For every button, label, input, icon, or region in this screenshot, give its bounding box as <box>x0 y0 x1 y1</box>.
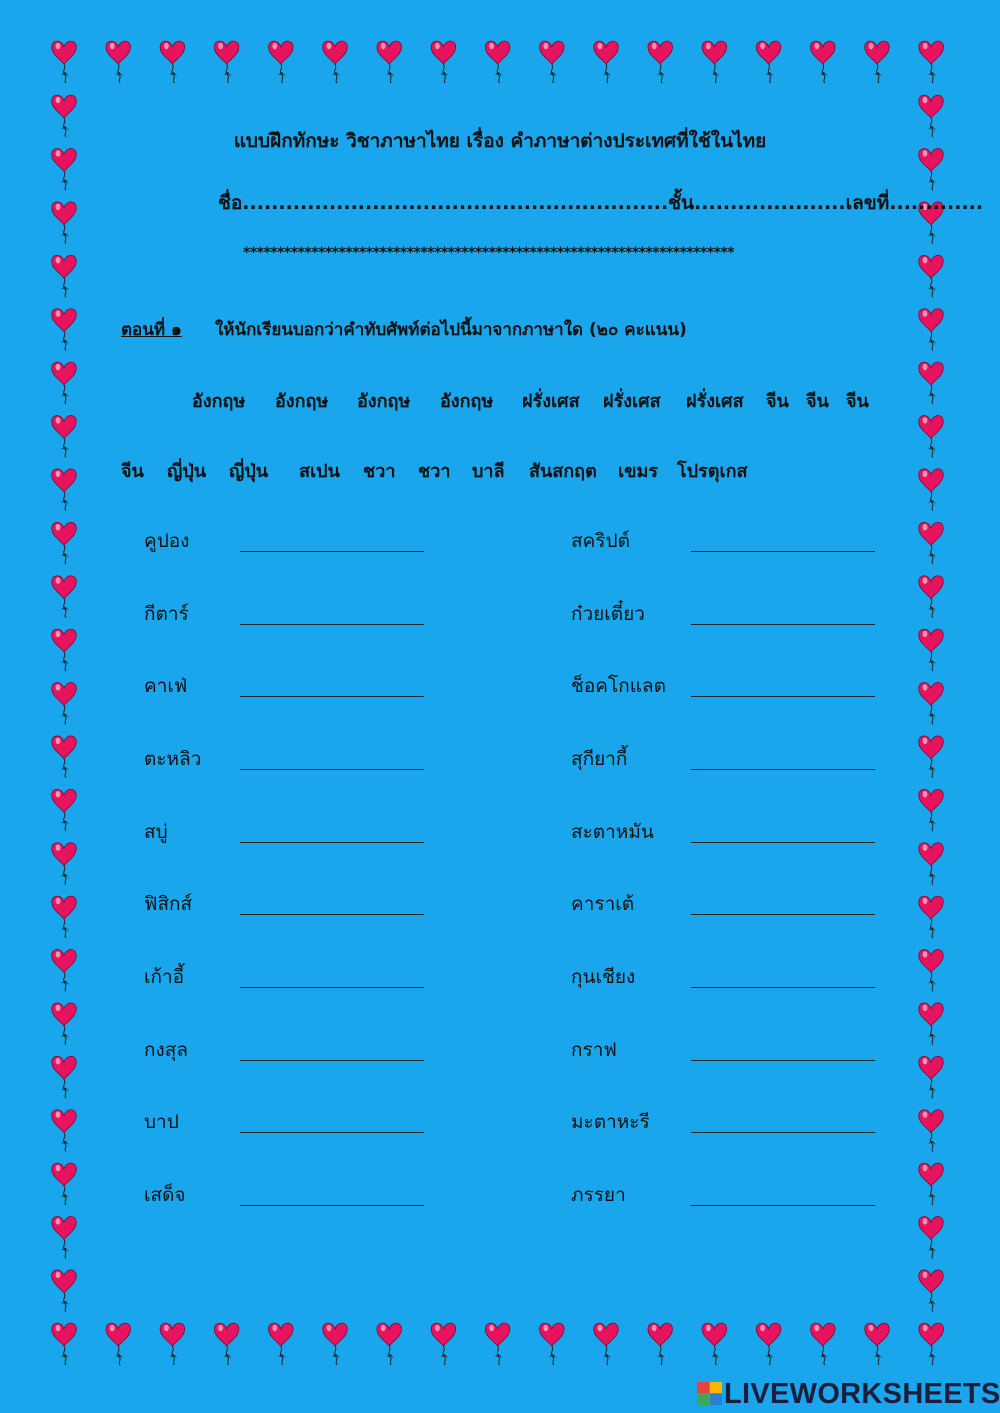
heart-balloon-icon <box>540 1323 564 1365</box>
heart-balloon-icon <box>919 416 943 458</box>
heart-balloon-icon <box>919 1056 943 1098</box>
logo-wordmark: LIVEWORKSHEETS <box>724 1378 1000 1410</box>
heart-balloon-icon <box>52 843 76 885</box>
vocab-word: สะตาหมัน <box>571 821 654 843</box>
vocab-word: กีตาร์ <box>144 603 189 625</box>
answer-input[interactable] <box>691 596 875 625</box>
answer-input[interactable] <box>240 741 424 770</box>
word-bank-item: บาลี <box>472 461 505 482</box>
answer-input[interactable] <box>691 1177 875 1206</box>
heart-balloon-icon <box>702 1323 726 1365</box>
heart-balloon-icon <box>52 255 76 297</box>
heart-balloon-icon <box>919 789 943 831</box>
word-bank-item: ฝรั่งเศส <box>603 391 661 412</box>
logo-blocks-icon <box>697 1382 723 1406</box>
heart-balloon-icon <box>648 1323 672 1365</box>
heart-balloon-icon <box>919 1110 943 1152</box>
heart-balloon-icon <box>919 896 943 938</box>
heart-balloon-icon <box>702 41 726 83</box>
heart-balloon-icon <box>485 41 509 83</box>
word-bank-item: อังกฤษ <box>357 391 411 412</box>
heart-balloon-icon <box>52 1217 76 1259</box>
word-bank-item: ฝรั่งเศส <box>522 391 580 412</box>
heart-balloon-icon <box>160 41 184 83</box>
heart-balloon-icon <box>52 629 76 671</box>
heart-balloon-icon <box>377 41 401 83</box>
heart-balloon-icon <box>865 41 889 83</box>
heart-balloon-icon <box>485 1323 509 1365</box>
word-bank-item: จีน <box>766 391 789 412</box>
word-bank-item: ญี่ปุ่น <box>229 461 269 482</box>
heart-balloon-icon <box>52 362 76 404</box>
vocab-word: สคริปต์ <box>571 530 630 552</box>
heart-balloon-icon <box>919 629 943 671</box>
answer-input[interactable] <box>240 814 424 843</box>
answer-input[interactable] <box>240 596 424 625</box>
heart-balloon-icon <box>919 1323 943 1365</box>
heart-balloon-icon <box>106 41 130 83</box>
word-bank-item: จีน <box>846 391 869 412</box>
heart-balloon-icon <box>756 41 780 83</box>
heart-balloon-icon <box>52 789 76 831</box>
heart-balloon-icon <box>52 1110 76 1152</box>
answer-input[interactable] <box>240 523 424 552</box>
answer-input[interactable] <box>691 1104 875 1133</box>
vocab-word: ช็อคโกแลต <box>571 675 666 697</box>
answer-input[interactable] <box>691 668 875 697</box>
vocab-word: ก๋วยเตี๋ยว <box>571 603 645 625</box>
word-bank-item: อังกฤษ <box>440 391 494 412</box>
heart-balloon-icon <box>52 896 76 938</box>
heart-balloon-icon <box>919 362 943 404</box>
heart-balloon-icon <box>269 41 293 83</box>
heart-balloon-icon <box>52 1323 76 1365</box>
heart-balloon-icon <box>919 736 943 778</box>
word-bank-item: ชวา <box>418 461 451 482</box>
word-bank-item: ฝรั่งเศส <box>686 391 744 412</box>
vocab-word: กราฟ <box>571 1039 617 1061</box>
heart-balloon-icon <box>811 41 835 83</box>
vocab-word: กงสุล <box>144 1039 189 1061</box>
word-bank-item: อังกฤษ <box>192 391 246 412</box>
heart-balloon-icon <box>323 1323 347 1365</box>
vocab-word: สบู่ <box>144 821 168 843</box>
heart-balloon-icon <box>52 309 76 351</box>
answer-input[interactable] <box>240 1104 424 1133</box>
heart-balloon-icon <box>648 41 672 83</box>
heart-balloon-icon <box>919 1163 943 1205</box>
heart-balloon-icon <box>52 950 76 992</box>
answer-input[interactable] <box>240 886 424 915</box>
vocab-word: ตะหลิว <box>144 748 202 770</box>
heart-balloon-icon <box>919 843 943 885</box>
answer-input[interactable] <box>691 959 875 988</box>
vocab-word: เสด็จ <box>144 1184 186 1206</box>
heart-balloon-icon <box>431 41 455 83</box>
heart-balloon-icon <box>540 41 564 83</box>
vocab-word: คูปอง <box>144 530 190 552</box>
heart-balloon-icon <box>214 1323 238 1365</box>
word-bank-item: อังกฤษ <box>275 391 329 412</box>
heart-balloon-icon <box>52 1163 76 1205</box>
heart-balloon-icon <box>919 41 943 83</box>
heart-balloon-icon <box>919 469 943 511</box>
heart-balloon-icon <box>377 1323 401 1365</box>
vocab-word: เก้าอี้ <box>144 966 185 988</box>
heart-balloon-icon <box>52 1270 76 1312</box>
heart-balloon-icon <box>811 1323 835 1365</box>
answer-input[interactable] <box>691 1032 875 1061</box>
heart-balloon-icon <box>919 950 943 992</box>
heart-balloon-icon <box>52 469 76 511</box>
heart-balloon-icon <box>52 683 76 725</box>
heart-balloon-icon <box>919 576 943 618</box>
vocab-word: คาเฟ่ <box>144 675 188 697</box>
heart-balloon-icon <box>269 1323 293 1365</box>
answer-input[interactable] <box>240 1032 424 1061</box>
answer-input[interactable] <box>240 1177 424 1206</box>
answer-input[interactable] <box>691 741 875 770</box>
heart-balloon-icon <box>52 202 76 244</box>
vocab-word: ภรรยา <box>571 1184 626 1206</box>
word-bank-item: ญี่ปุ่น <box>167 461 207 482</box>
heart-balloon-icon <box>160 1323 184 1365</box>
part-1-instruction: ให้นักเรียนบอกว่าคำทับศัพท์ต่อไปนี้มาจากภาษาใด (๒๐ คะแนน) <box>215 320 687 340</box>
heart-balloon-icon <box>594 41 618 83</box>
answer-input[interactable] <box>691 814 875 843</box>
word-bank-item: เขมร <box>618 461 658 482</box>
heart-balloon-icon <box>919 522 943 564</box>
heart-balloon-icon <box>594 1323 618 1365</box>
heart-balloon-icon <box>919 1270 943 1312</box>
word-bank-item: จีน <box>806 391 829 412</box>
word-bank-item: สันสกฤต <box>529 461 597 482</box>
answer-input[interactable] <box>691 523 875 552</box>
vocab-word: ฟิสิกส์ <box>144 893 193 915</box>
heart-balloon-icon <box>865 1323 889 1365</box>
heart-balloon-icon <box>919 255 943 297</box>
heart-balloon-icon <box>323 41 347 83</box>
heart-balloon-icon <box>52 41 76 83</box>
heart-balloon-icon <box>919 1217 943 1259</box>
heart-balloon-icon <box>919 309 943 351</box>
part-1-label: ตอนที่ ๑ <box>121 320 182 340</box>
vocab-word: บาป <box>144 1111 179 1133</box>
word-bank-item: ชวา <box>363 461 396 482</box>
heart-balloon-icon <box>52 1003 76 1045</box>
heart-balloon-icon <box>106 1323 130 1365</box>
vocab-word: มะตาหะรี <box>571 1111 650 1133</box>
word-bank-item: จีน <box>121 461 144 482</box>
word-bank-item: สเปน <box>299 461 340 482</box>
word-bank-item: โปรตุเกส <box>677 461 748 482</box>
heart-balloon-icon <box>52 1056 76 1098</box>
vocab-word: คาราเต้ <box>571 893 635 915</box>
heart-balloon-icon <box>52 576 76 618</box>
heart-balloon-icon <box>52 736 76 778</box>
heart-balloon-icon <box>52 522 76 564</box>
heart-balloon-icon <box>52 416 76 458</box>
worksheet-title: แบบฝึกทักษะ วิชาภาษาไทย เรื่อง คำภาษาต่างประเทศที่ใช้ในไทย <box>233 130 767 152</box>
vocab-word: สุกียากี้ <box>571 748 628 770</box>
heart-balloon-icon <box>431 1323 455 1365</box>
answer-input[interactable] <box>240 668 424 697</box>
answer-input[interactable] <box>240 959 424 988</box>
vocab-word: กุนเชียง <box>571 966 636 988</box>
heart-balloon-icon <box>756 1323 780 1365</box>
heart-balloon-icon <box>214 41 238 83</box>
answer-input[interactable] <box>691 886 875 915</box>
student-info-line: ชื่อ...........................................................ชั้น.....................เลขที่............. <box>218 192 984 214</box>
separator-stars: ************************************************************************ <box>243 245 735 261</box>
heart-balloon-icon <box>919 683 943 725</box>
heart-balloon-icon <box>919 1003 943 1045</box>
